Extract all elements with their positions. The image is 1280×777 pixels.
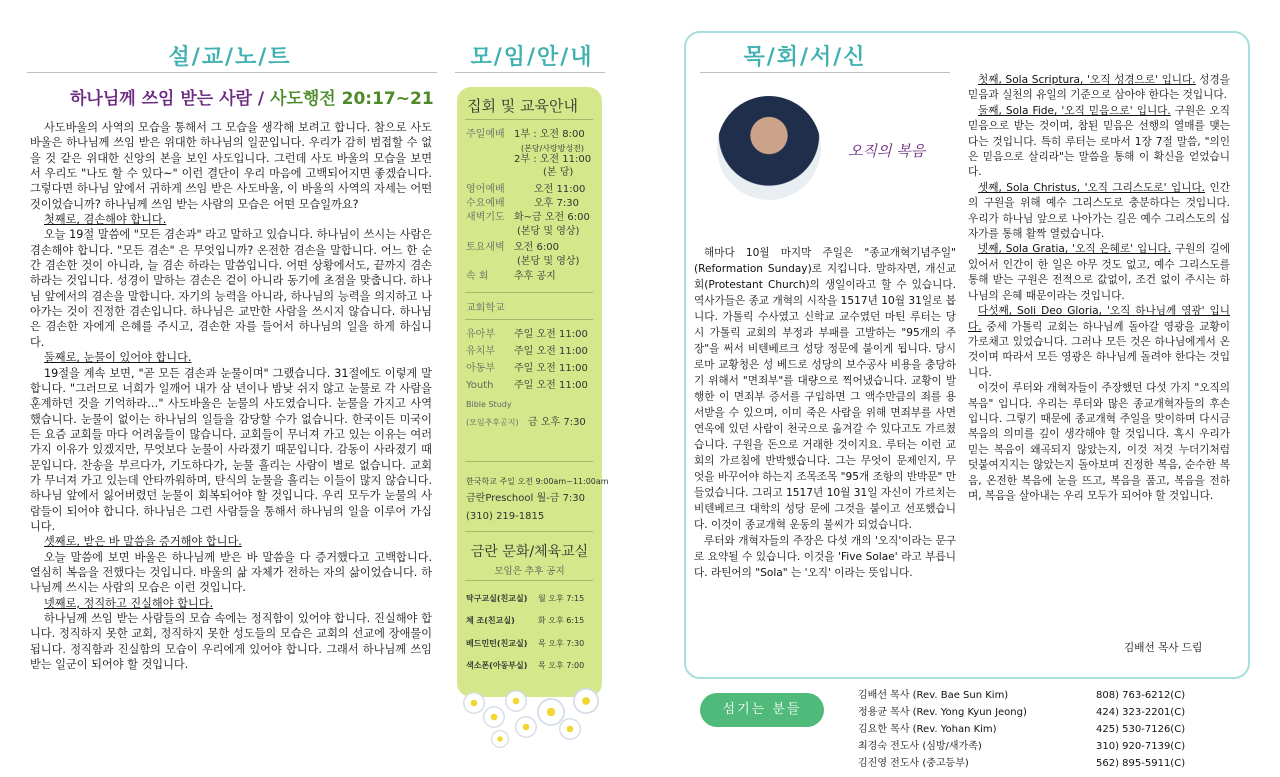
row-value: (본당/사랑방성전) (521, 144, 585, 153)
culture-row (466, 638, 584, 650)
gospel-title: 오직의 복음 (848, 142, 926, 160)
worship-row (466, 212, 590, 224)
sermon-paragraph: 오늘 19절 말씀에 "모든 겸손과" 라고 말하고 있습니다. 하나님이 쓰시는 사람은 겸손해야 합니다. "모든 겸손" 은 무엇입니까? 온전한 겸손을 말합니다. 어느 한 순간 겸손한 것이 아니라, 늘 겸손 하라는 말씀입니다. 어떤 상황에서도, 끝까지 겸손 하라는 것입니다. 성경이 말하는 겸손은 겉이 아니라 동기에 초점을 맞춥니다. 하나님 앞에서의 겸손을 말합니다. 자기의 능력을 아니라, 하나님의 능력을 의지하고 나아가는 것이 진정한 겸손입니다. 하나님은 교만한 사람을 쓰시지 않습니다. 하나님은 겸손한 자에게 은혜를 주시고, 겸손한 자를 들어서 하나님의 일을 하게 하십니다. (30, 228, 432, 349)
letter-paragraph (968, 104, 1230, 181)
staff-name: 김배선 목사 (Rev. Bae Sun Kim) (858, 690, 1009, 701)
meeting-heading: 모/임/안/내 (470, 45, 594, 70)
row-value: (본당 및 영상) (517, 226, 580, 237)
school-row (466, 399, 512, 411)
sermon-title (70, 84, 434, 109)
row-value: 오전 6:00 (514, 242, 559, 253)
worship-row (466, 198, 579, 210)
sola-text: 성경을 믿음과 실천의 유일의 기준으로 삼아야 한다는 것입니다. (968, 74, 1231, 102)
sermon-heading: 설/교/노/트 (168, 45, 292, 70)
letter-paragraph (968, 304, 1230, 381)
sermon-body (30, 120, 432, 672)
sermon-point: 둘째로, 눈물이 있어야 합니다. (44, 351, 192, 365)
divider (465, 531, 593, 532)
row-value: (본 당) (543, 167, 574, 178)
phone: (310) 219-1815 (466, 511, 545, 522)
row-value: 금 오후 7:30 (528, 417, 586, 428)
sola-heading: 넷째, Sola Gratia, '오직 은혜로' 입니다. (978, 243, 1172, 256)
staff-phone: 808) 763-6212(C) (1096, 690, 1186, 701)
row-value: 목 오후 7:30 (538, 639, 585, 648)
letter-right-column (968, 73, 1230, 504)
divider (27, 72, 437, 73)
sermon-point: 셋째로, 받은 바 말씀을 증거해야 합니다. (44, 535, 242, 549)
row-key: 아동부 (466, 363, 495, 374)
flower-decoration (455, 682, 615, 762)
row-value: 오전 11:00 (534, 184, 586, 195)
divider (465, 292, 593, 293)
divider (465, 119, 593, 120)
sermon-paragraph: 오늘 말씀에 보면 바울은 하나님께 받은 바 말씀을 다 증거했다고 고백합니다. 열심히 복음을 전했다는 것입니다. 바울의 삶 자체가 전하는 자의 삶이었습니다. 하나님께 쓰시는 사람의 모습은 이런 것입니다. (30, 550, 432, 595)
staff-name: 최경숙 전도사 (심방/새가족) (858, 741, 982, 752)
row-key: 수요예배 (466, 198, 505, 209)
signature: 김배선 목사 드림 (1124, 642, 1203, 654)
divider (465, 319, 593, 320)
culture-row (466, 593, 584, 605)
korean-school: 한국학교 주일 오전 9:00am~11:00am (466, 477, 609, 486)
sola-heading: 첫째, Sola Scriptura, '오직 성경으로' 입니다. (978, 74, 1196, 86)
row-value: 1부 : 오전 8:00 (514, 129, 585, 140)
staff-phone: 562) 895-5911(C) (1096, 758, 1186, 769)
culture-row (466, 615, 584, 627)
letter-left-column (694, 245, 956, 581)
row-key: 유치부 (466, 346, 495, 357)
letter-closing: 이것이 루터와 개혁자들이 주장했던 다섯 가지 "오직의 복음" 입니다. 우리는 루터와 많은 종교개혁자들의 후손입니다. 그렇기 때문에 종교개혁 주일을 맞이하며 다시금 복음의 의미를 깊이 생각해야 할 것입니다. 혹시 우리가 믿는 복음이 왜곡되지 않았는지, 이것 저것 누더기처럼 덧붙여지지는 않았는지 돌아보며 진정한 복음, 순수한 복음, 온전한 복음에 눈을 뜨고, 복음을 품고, 복음을 전하며, 복음을 살아내는 우리 모두가 되어야 할 것입니다. (968, 382, 1230, 502)
flower-icon (515, 716, 537, 738)
letter-paragraph (968, 181, 1230, 243)
row-key: 새벽기도 (466, 212, 505, 223)
row-key: 탁구교실(친교실) (466, 594, 528, 603)
staff-badge: 섬기는 분들 (700, 693, 824, 727)
divider (700, 72, 950, 73)
sermon-reference: 사도행전 20:17~21 (270, 89, 434, 109)
staff-phone: 310) 920-7139(C) (1096, 741, 1186, 752)
row-value: 주일 오전 11:00 (514, 346, 588, 357)
sermon-point: 첫째로, 겸손해야 합니다. (44, 213, 167, 227)
sola-text: 구원의 길에 있어서 인간이 한 일은 아무 것도 없고, 예수 그리스도를 통해 받는 구원은 전적으로 값없이, 조건 없이 주시는 하나님의 은혜 때문이라는 것입니다. (968, 243, 1230, 302)
row-value: 월 오후 7:15 (538, 594, 585, 603)
worship-row (466, 242, 559, 254)
sermon-paragraph: 19절을 계속 보면, "곧 모든 겸손과 눈물이며" 그랬습니다. 31절에도 이렇게 말합니다. "그러므로 너희가 일깨어 내가 삼 년이나 밤낮 쉬지 않고 눈물로 각 사람을 훈계하던 것을 기억하라…" 사도바울은 눈물의 사도였습니다. 눈물을 가지고 사역했습니다. 눈물이 없이는 하나님의 일들을 감당할 수가 없습니다. 한국이든 미국이든 요즘 교회들 마다 어려움들이 많습니다. 교회들이 무너져 가고 있는 이유는 여러 가지 이유가 있겠지만, 무엇보다 눈물이 사라졌기 때문입니다. 감동이 사라졌기 때문입니다. 찬송을 부르다가, 기도하다가, 눈물 흘리는 사람이 별로 없습니다. 교회가 무너져 가고 있는데 안타까워하며, 탄식의 눈물을 흘리는 이들이 많지 않습니다. 하나님 앞에서 잃어버렸던 눈물이 회복되어야 할 것입니다. 우리 모두가 눈물의 사람들이 되어야 합니다. 하나님은 그런 사람들을 통해서 하나님의 일을 이루어 가십니다. (30, 366, 432, 533)
preschool: 금란Preschool 월-금 7:30 (466, 493, 586, 504)
pastor-photo (717, 96, 821, 200)
culture-sub: 모임은 추후 공지 (494, 566, 565, 577)
staff-phone: 425) 530-7126(C) (1096, 724, 1186, 735)
row-value: 주일 오전 11:00 (514, 380, 588, 391)
letter-heading: 목/회/서/신 (743, 45, 867, 70)
row-value: 화~금 오전 6:00 (514, 212, 590, 223)
row-key: 토요새벽 (466, 242, 505, 253)
sermon-paragraph: 사도바울의 사역의 모습을 통해서 그 모습을 생각해 보려고 합니다. 참으로 사도 바울은 하나님께 쓰임 받은 위대한 하나님의 일꾼입니다. 우리가 감히 범접할 수 없을 것 같은 위대한 신앙의 본을 보인 사도입니다. 그런데 사도 바울의 모습을 보면서 우리도 "나도 할 수 있다~" 이런 결단이 우리 마음에 고백되어지면 좋겠습니다. 그렇다면 하나님 앞에서 귀하게 쓰임 받은 사도바울, 이 바울의 사역의 자세는 어떤 것이었습니까? 하나님께 쓰임 받는 사람의 모습은 어떤 모습일까요? (30, 121, 432, 211)
sermon-paragraph: 하나님께 쓰임 받는 사람들의 모습 속에는 정직함이 있어야 합니다. 진실해야 합니다. 정직하지 못한 교회, 정직하지 못한 성도들의 모습은 교회의 선교에 장애물이 됩니다. 정직함과 진실함의 모습이 우리에게 있어야 합니다. 그래서 하나님께 쓰임 받는 일군이 되어야 할 것입니다. (30, 612, 432, 672)
school-title: 교회학교 (466, 303, 505, 314)
worship-row (517, 226, 579, 238)
row-value: 화 오후 6:15 (538, 616, 585, 625)
row-key: 체 조(친교실) (466, 616, 515, 625)
flower-icon (483, 706, 505, 728)
row-key: 색소폰(아동부실) (466, 661, 528, 670)
worship-row (466, 271, 556, 283)
sermon-point: 넷째로, 정직하고 진실해야 합니다. (44, 596, 214, 610)
school-row (466, 329, 588, 341)
flower-icon (505, 690, 527, 712)
row-key: 속 회 (466, 271, 489, 282)
row-key: 영어예배 (466, 184, 505, 195)
row-value: 오후 7:30 (534, 198, 579, 209)
sermon-title-text: 하나님께 쓰임 받는 사람 / (70, 89, 271, 109)
sola-heading: 다섯째, Soli Deo Gloria, '오직 하나님께 영광' 입니다. (968, 305, 1230, 333)
row-value: 2부 : 오전 11:00 (514, 154, 592, 165)
flower-icon (559, 718, 581, 740)
worship-row (543, 167, 573, 179)
culture-title: 금란 문화/체육교실 (470, 544, 589, 560)
row-value: 목 오후 7:00 (538, 661, 585, 670)
row-key: 유아부 (466, 329, 495, 340)
school-row (466, 417, 586, 429)
flower-icon (573, 688, 599, 714)
divider (465, 461, 593, 462)
flower-icon (463, 692, 485, 714)
panel-title: 집회 및 교육안내 (467, 97, 578, 115)
row-key: Bible Study (466, 400, 512, 409)
staff-name: 김요한 목사 (Rev. Yohan Kim) (858, 724, 997, 735)
school-row (466, 363, 588, 375)
sola-text: 구원은 오직 믿음으로 받는 것이며, 참된 믿음은 선행의 열매를 맺는다는 것입니다. 특히 루터는 로마서 1장 7절 말씀, "의인은 믿음으로 살리라"는 말씀을 통해 이 확신을 얻었습니다. (968, 104, 1231, 179)
sola-heading: 둘째, Sola Fide, '오직 믿음으로' 입니다. (978, 104, 1171, 117)
staff-phone: 424) 323-2201(C) (1096, 707, 1186, 718)
letter-paragraph (968, 73, 1230, 104)
worship-row (517, 256, 579, 268)
worship-row (466, 129, 585, 141)
letter-paragraph (968, 381, 1230, 504)
culture-row (466, 660, 584, 672)
meeting-panel (457, 87, 609, 697)
row-key: (모임추후공지) (466, 418, 519, 427)
flower-icon (491, 730, 509, 748)
staff-name: 정용균 목사 (Rev. Yong Kyun Jeong) (858, 707, 1027, 718)
row-value: 주일 오전 11:00 (514, 329, 588, 340)
row-key: 배드민턴(친교실) (466, 639, 528, 648)
letter-paragraph: 해마다 10월 마지막 주일은 "종교개혁기념주일"(Reformation Sunday)로 지킵니다. 말하자면, 개신교회(Protestant Church)의 생일이라고 할 수 있습니다. 역사가들은 종교 개혁의 시작을 1517년 10월 31일로 봅니다. 가톨릭 수사였고 신학교 교수였던 마틴 루터는 당시 가톨릭 교회의 부정과 부패를 고발하는 "95개의 주장"을 써서 비텐베르크 성당 정문에 붙이게 됩니다. 당시 로마 교황청은 성 베드로 성당의 보수공사 비용을 충당하기 위해서 "면죄부"를 대량으로 찍어냈습니다. 교황이 발행한 이 면죄부 증서를 구입하면 그 액수만큼의 죄를 용서받을 수 있으며, 이미 죽은 사람을 위해 면죄부를 사면 연옥에 있던 사람이 천국으로 옮겨갈 수 있다고도 가르쳤습니다. 구원을 돈으로 거래한 것이지요. 루터는 이런 교회의 가르침에 반박했습니다. 그는 무엇이 문제인지, 무엇을 바꾸어야 하는지 조목조목 "95개 조항의 반박문" 만들었습니다. 그리고 1517년 10월 31일 자신이 가르치는 비텐베르크 대학의 성당 문에 그것을 붙이고 선포했습니다. 이것이 종교개혁 운동의 불씨가 되었습니다. (694, 247, 956, 531)
staff-name: 김진영 전도사 (중고등부) (858, 758, 969, 769)
divider (455, 72, 605, 73)
worship-row (514, 154, 591, 166)
sola-text: 중세 가톨릭 교회는 하나님께 돌아갈 영광을 교황이 가로채고 있었습니다. 그러나 모든 것은 하나님에게서 온 것이며 따라서 모든 영광은 하나님께 돌려야 한다는 것입니다. (968, 320, 1230, 379)
letter-paragraph (968, 242, 1230, 304)
row-value: 추후 공지 (514, 271, 556, 282)
sola-text: 인간의 구원을 위해 예수 그리스도로 충분하다는 것입니다. 우리가 하나님 앞으로 나아가는 길은 예수 그리스도의 십자가를 통해 활짝 열렸습니다. (968, 181, 1230, 241)
divider (465, 580, 593, 581)
row-value: 주일 오전 11:00 (514, 363, 588, 374)
school-row (466, 346, 588, 358)
row-key: 주일예배 (466, 129, 505, 140)
letter-paragraph: 루터와 개혁자들의 주장은 다섯 개의 '오직'이라는 문구로 요약될 수 있습니다. 이것을 'Five Solae' 라고 부릅니다. 라틴어의 "Sola" 는 '오직' 이라는 뜻입니다. (694, 535, 956, 579)
school-row (466, 380, 588, 392)
sola-heading: 셋째, Sola Christus, '오직 그리스도로' 입니다. (978, 181, 1206, 194)
row-value: (본당 및 영상) (517, 256, 580, 267)
worship-row (466, 184, 585, 196)
row-key: Youth (466, 380, 494, 391)
